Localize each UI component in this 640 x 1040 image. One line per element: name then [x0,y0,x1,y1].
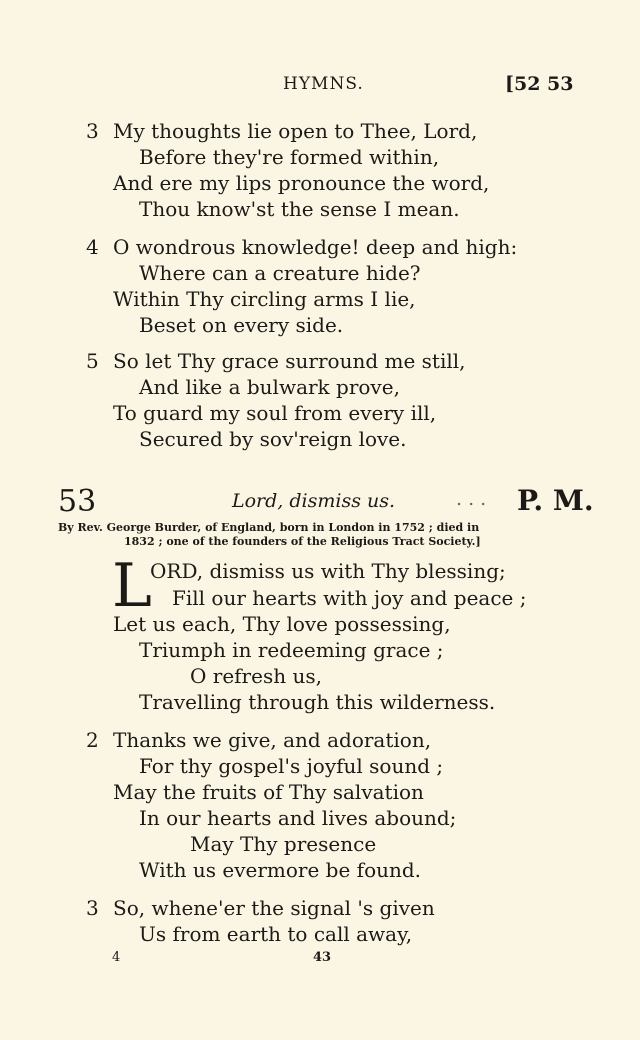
verse-line: Within Thy circling arms I lie, [113,287,416,311]
attribution-line: 1832 ; one of the founders of the Religious Tract Society.] [124,535,481,548]
verse-line: Before they're formed within, [139,145,440,169]
verse-line: Thou know'st the sense I mean. [139,197,460,221]
running-head [0,74,640,102]
verse-line: To guard my soul from every ill, [113,401,437,425]
leader-dots: . . . [456,488,487,510]
verse-line: Us from earth to call away, [139,922,413,946]
signature-mark: 4 [112,950,121,965]
verse-line: For thy gospel's joyful sound ; [139,754,444,778]
page-number: 43 [313,950,332,965]
running-hymn-numbers: [52 53 [505,73,574,95]
stanza-number: 3 [86,896,99,920]
drop-cap: L [112,551,152,621]
verse-line: And ere my lips pronounce the word, [113,171,490,195]
stanza-number: 5 [86,349,99,373]
verse-line: May Thy presence [190,832,377,856]
verse-line: Triumph in redeeming grace ; [139,638,444,662]
verse-line: So let Thy grace surround me still, [113,349,466,373]
verse-line: Secured by sov'reign love. [139,427,407,451]
verse-line: With us evermore be found. [139,858,422,882]
hymn-title: Lord, dismiss us. [232,490,396,512]
verse-line: In our hearts and lives abound; [139,806,457,830]
verse-line: And like a bulwark prove, [139,375,400,399]
verse-line: Fill our hearts with joy and peace ; [172,586,527,610]
verse-line: ORD, dismiss us with Thy blessing; [150,559,506,583]
verse-line: May the fruits of Thy salvation [113,780,424,804]
verse-line: So, whene'er the signal 's given [113,896,435,920]
stanza-number: 2 [86,728,99,752]
verse-line: Travelling through this wilderness. [139,690,496,714]
stanza-number: 4 [86,235,99,259]
verse-line: O refresh us, [190,664,322,688]
verse-line: Let us each, Thy love possessing, [113,612,451,636]
hymn-number: 53 [58,484,97,519]
attribution-line: By Rev. George Burder, of England, born in London in 1752 ; died in [58,521,480,534]
verse-line: Beset on every side. [139,313,344,337]
stanza-number: 3 [86,119,99,143]
hymn-header [0,484,640,518]
verse-line: Where can a creature hide? [139,261,421,285]
hymn-meter: P. M. [517,484,594,517]
running-title: HYMNS. [283,74,364,94]
verse-line: O wondrous knowledge! deep and high: [113,235,518,259]
verse-line: My thoughts lie open to Thee, Lord, [113,119,478,143]
verse-line: Thanks we give, and adoration, [113,728,432,752]
